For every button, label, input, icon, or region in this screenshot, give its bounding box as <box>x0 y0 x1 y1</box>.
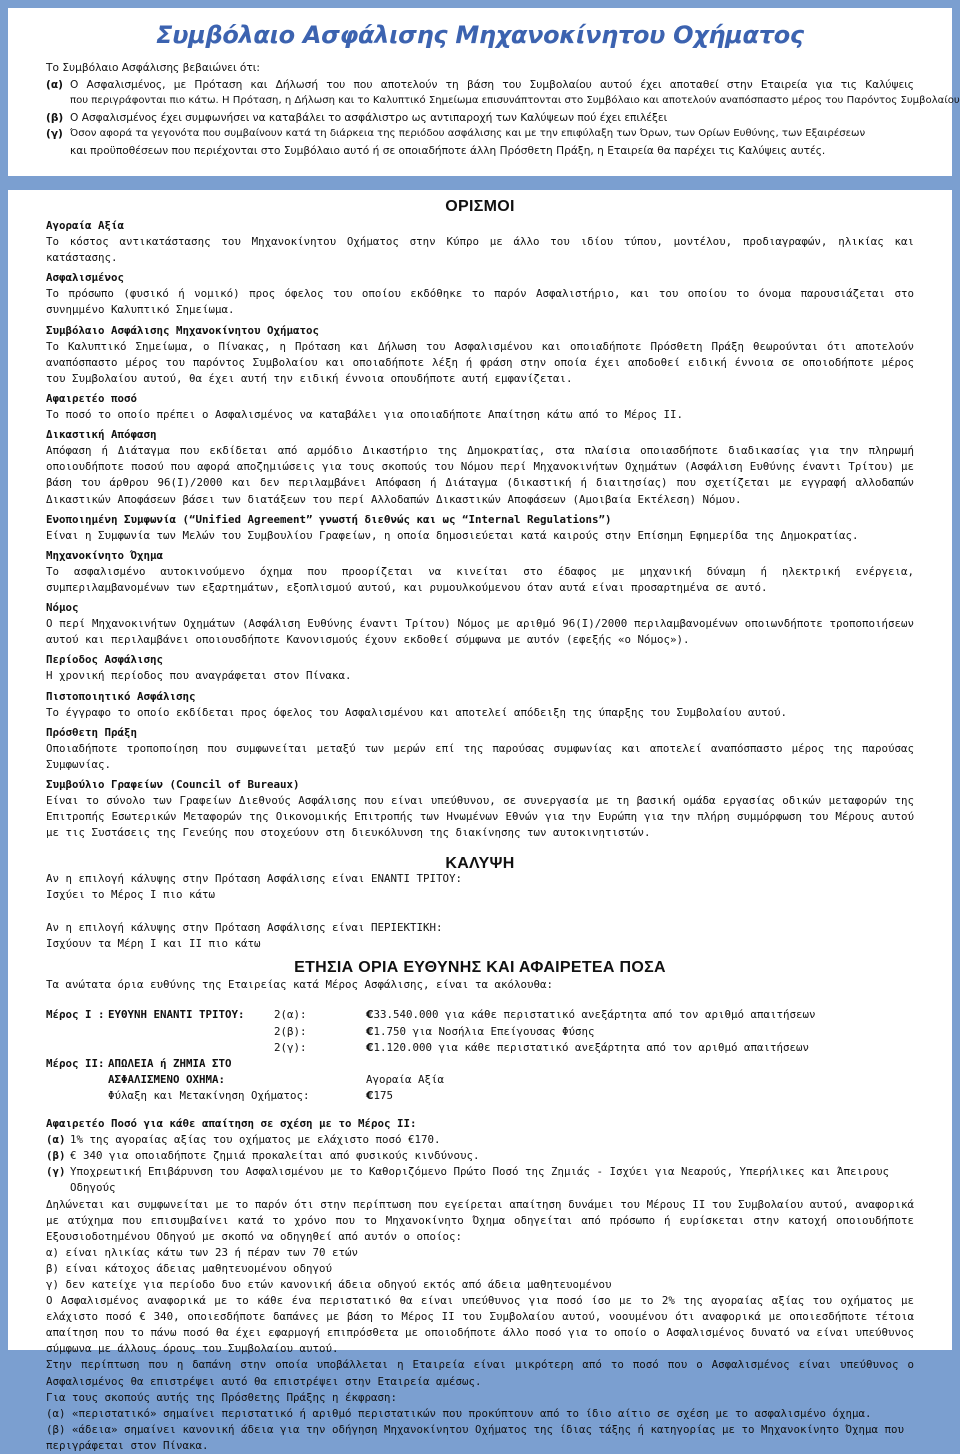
item-text: Όσον αφορά τα γεγονότα που συμβαίνουν κατά τη διάρκεια της περιόδου ασφάλισης και με την επιφύλαξη των Όρων, των Ορίων Ευθύνης, των Εξαιρέσεων <box>70 128 866 140</box>
definition-term: Νόμος <box>46 601 79 615</box>
intro-item-c-continuation: και προϋποθέσεων που περιέχονται στο Συμβόλαιο αυτό ή σε οποιαδήποτε άλλη Πρόσθετη Πράξη, η Εταιρεία θα παρέχει τις Καλύψεις αυτές. <box>70 144 826 157</box>
definition-term: Δικαστική Απόφαση <box>46 428 157 442</box>
limit-row <box>46 1056 914 1072</box>
coverage-a-line1: Αν η επιλογή κάλυψης στην Πρόταση Ασφάλισης είναι ΕΝΑΝΤΙ ΤΡΙΤΟΥ: <box>46 872 463 886</box>
definition-term: Αφαιρετέο ποσό <box>46 391 138 405</box>
item-label: (β) <box>46 1149 66 1163</box>
spacer <box>46 904 462 920</box>
main-panel <box>8 190 952 1452</box>
definition <box>46 427 914 507</box>
limit-amount: 1.120.000 για κάθε περιστατικό ανεξάρτητα από τον αριθμό απαιτήσεων <box>373 1040 810 1054</box>
definition <box>46 512 914 544</box>
definition-term: Συμβόλαιο Ασφάλισης Μηχανοκίνητου Οχήματος <box>46 323 320 337</box>
condition: γ) δεν κατείχε για περίοδο δυο ετών κανονική άδεια οδηγού εκτός από άδεια μαθητευομένου <box>46 1277 612 1291</box>
limit-row <box>46 1072 914 1088</box>
intro-item-b <box>46 110 914 127</box>
definition-term: Συμβούλιο Γραφείων (Council of Bureaux) <box>46 778 300 791</box>
intro-item-c <box>46 126 914 143</box>
coverage-text <box>46 871 462 951</box>
item-label: (γ) <box>46 1165 66 1179</box>
intro-item-a <box>46 77 914 94</box>
definition <box>46 725 914 773</box>
limits-heading: ΕΤΗΣΙΑ ΟΡΙΑ ΕΥΘΥΝΗΣ ΚΑΙ ΑΦΑΙΡΕΤΕΑ ΠΟΣΑ <box>294 959 666 977</box>
part-label: Μέρος ΙΙ: <box>46 1056 105 1070</box>
definition <box>46 391 914 423</box>
deductible-paragraph: (α) «περιστατικό» σημαίνει περιστατικό ή αριθμό περιστατικών που προκύπτουν από το ίδιο αίτιο σε σχέση με το ασφαλισμένο όχημα. <box>46 1406 872 1420</box>
limit-ref: 2(γ): <box>274 1040 307 1054</box>
limit-description: Φύλαξη και Μετακίνηση Οχήματος: <box>108 1088 310 1102</box>
deductible-section <box>46 1116 914 1454</box>
coverage-b-line1: Αν η επιλογή κάλυψης στην Πρόταση Ασφάλισης είναι ΠΕΡΙΕΚΤΙΚΗ: <box>46 920 443 934</box>
part-label: Μέρος Ι : <box>46 1008 105 1022</box>
definition-text: Οποιαδήποτε τροποποίηση που συμφωνείται μεταξύ των μερών επί της παρούσας συμφωνίας και αποτελεί αναπόσπαστο μέρος της παρούσας Συμφωνίας. <box>46 741 914 771</box>
limit-row <box>46 1007 914 1023</box>
definition-text: Η χρονική περίοδος που αναγράφεται στον Πίνακα. <box>46 669 352 683</box>
definition <box>46 652 914 684</box>
deductible-paragraph: Στην περίπτωση που η δαπάνη στην οποία υποβάλλεται η Εταιρεία είναι μικρότερη από το ποσό που ο Ασφαλισμένος είναι υπεύθυνος ο Ασφαλισμένος θα επιστρέψει αυτό θα επιστρέψει στην Εταιρεία αμέσως. <box>46 1358 914 1388</box>
definition <box>46 270 914 318</box>
deductible-item <box>46 1148 914 1164</box>
definition <box>46 548 914 596</box>
item-text: Ο Ασφαλισμένος, με Πρόταση και Δήλωσή του που αποτελούν τη βάση του Συμβολαίου αυτού έχει αποταθεί στην Εταιρεία για τις Καλύψεις <box>70 78 914 91</box>
currency: € <box>366 1024 374 1038</box>
item-label: (α) <box>46 1133 66 1147</box>
deductible-item <box>46 1132 914 1148</box>
part-name: ΑΠΩΛΕΙΑ ή ΖΗΜΙΑ ΣΤΟ <box>108 1056 232 1070</box>
definition-term: Μηχανοκίνητο Όχημα <box>46 548 164 562</box>
definition-text: Είναι το σύνολο των Γραφείων Διεθνούς Ασφάλισης που είναι υπεύθυνου, σε συνεργασία με τη βασική ομάδα εργασίας οδικών μεταφορών της Επιτροπής Εσωτερικών Μεταφορών της Οικονομικής Επιτροπής των Ηνωμένων Εθνών για την Ευρώπη για την πλήρη συμμόρφωση του Μέρους αυτού με τις Συστάσεις της Γενεύης που στοχεύουν στη διευκόλυνση της διακίνησης των αυτοκινητιστών. <box>46 794 914 840</box>
coverage-a-line2: Ισχύει το Μέρος Ι πιο κάτω <box>46 888 216 902</box>
spacer <box>46 993 914 1007</box>
intro-item-a-continuation: που περιγράφονται πιο κάτω. Η Πρόταση, η Δήλωση και το Καλυπτικό Σημείωμα επισυνάπτονται στο Συμβόλαιο και αποτελούν αναπόσπαστο μέρος του Παρόντος Συμβολαίου <box>70 95 960 107</box>
deductible-item <box>46 1164 914 1196</box>
definition-term: Πιστοποιητικό Ασφάλισης <box>46 689 196 703</box>
definition-text: Το Καλυπτικό Σημείωμα, ο Πίνακας, η Πρόταση και Δήλωση του Ασφαλισμένου και οποιαδήποτε Πρόσθετη Πράξη θεωρούνται ότι αποτελούν αναπόσπαστο μέρος του παρόντος Συμβολαίου και οποιαδήποτε λέξη ή φράση στην οποία έχει αποδοθεί ειδική έννοια σε οποιοδήποτε μέρος του Συμβολαίου αυτού, θα έχει αυτή την ειδική έννοια οπουδήποτε αυτή εμφανίζεται. <box>46 339 914 385</box>
document-title: Συμβόλαιο Ασφάλισης Μηχανοκίνητου Οχήματος <box>156 21 804 49</box>
limit-row <box>46 1024 914 1040</box>
limit-ref: 2(α): <box>274 1008 307 1022</box>
condition: α) είναι ηλικίας κάτω των 23 ή πέραν των 70 ετών <box>46 1245 359 1259</box>
definition-term: Πρόσθετη Πράξη <box>46 725 138 739</box>
currency: € <box>366 1040 374 1054</box>
definition-text: Ο περί Μηχανοκινήτων Οχημάτων (Ασφάλιση Ευθύνης έναντι Τρίτου) Νόμος με αριθμό 96(Ι)/2000 περιλαμβανομένων οποιωνδήποτε τροποποιήσεων αυτού και περιλαμβάνει οποιουσδήποτε Κανονισμούς έχουν εκδοθεί σύμφωνα με αυτόν (εφεξής «ο Νόμος»). <box>46 617 914 647</box>
limit-row <box>46 1088 914 1104</box>
item-text: Υποχρεωτική Επιβάρυνση του Ασφαλισμένου με το Καθοριζόμενο Πρώτο Ποσό της Ζημιάς - Ισχύει για Νεαρούς, Υπερήλικες και Άπειρους Οδηγούς <box>70 1165 890 1195</box>
definition <box>46 777 914 841</box>
definition <box>46 689 914 721</box>
deductible-paragraph: Δηλώνεται και συμφωνείται με το παρόν ότι στην περίπτωση που εγείρεται απαίτηση δυνάμει του Μέρους ΙΙ του Συμβολαίου αυτού, αναφορικά με ατύχημα που επισυμβαίνει κατά το χρόνο που το Μηχανοκίνητο Όχημα οδηγείται από πρόσωπο ή ευρίσκεται στην κατοχή οποιουδήποτε Εξουσιοδοτημένου Οδηγού με σκοπό να οδηγηθεί από αυτόν ο οποίος: <box>46 1197 914 1243</box>
definition-text: Το κόστος αντικατάστασης του Μηχανοκίνητου Οχήματος στην Κύπρο με άλλο του ιδίου τύπου, μοντέλου, προδιαγραφών, ηλικίας και κατάστασης. <box>46 235 914 265</box>
definition-text: Το ποσό το οποίο πρέπει ο Ασφαλισμένος να καταβάλει για οποιαδήποτε Απαίτηση κάτω από το Μέρος ΙΙ. <box>46 408 684 422</box>
deductible-list <box>46 1132 914 1196</box>
definition <box>46 218 914 266</box>
definition-term: Αγοραία Αξία <box>46 219 125 232</box>
condition: β) είναι κάτοχος άδειας μαθητευομένου οδηγού <box>46 1261 333 1275</box>
limit-amount: 175 <box>373 1088 394 1102</box>
definitions-heading: ΟΡΙΣΜΟΙ <box>445 198 515 215</box>
item-label: (β) <box>46 111 64 124</box>
item-text: € 340 για οποιαδήποτε ζημιά προκαλείται από φυσικούς κινδύνους. <box>70 1149 480 1163</box>
coverage-section <box>46 855 914 951</box>
deductible-paragraph: Για τους σκοπούς αυτής της Πρόσθετης Πράξης η έκφραση: <box>46 1390 398 1404</box>
currency: € <box>366 1088 374 1102</box>
part-name: ΑΣΦΑΛΙΣΜΕΝΟ ΟΧΗΜΑ: <box>108 1072 226 1086</box>
definition-term: Ενοποιημένη Συμφωνία (“Unified Agreement” γνωστή διεθνώς και ως “Internal Regulations”) <box>46 512 612 526</box>
part-name: ΕΥΘΥΝΗ ΕΝΑΝΤΙ ΤΡΙΤΟΥ: <box>108 1008 245 1022</box>
definition-text: Το πρόσωπο (φυσικό ή νομικό) προς όφελος του οποίου εκδόθηκε το παρόν Ασφαλιστήριο, και του οποίου το όνομα παρουσιάζεται στο συνημμένο Καλυπτικό Σημείωμα. <box>46 287 914 317</box>
currency: € <box>366 1008 374 1022</box>
item-label: (α) <box>46 78 63 91</box>
definition-text: Το ασφαλισμένο αυτοκινούμενο όχημα που προορίζεται να κινείται στο έδαφος με μηχανική δύναμη ή ηλεκτρική ενέργεια, συμπεριλαμβανομένων των εξαρτημάτων, εξοπλισμού αυτού, και ρυμουλκούμενου όταν αυτά είναι προσαρτημένα σε αυτό. <box>46 564 914 594</box>
limit-value: Αγοραία Αξία <box>366 1072 445 1086</box>
limit-ref: 2(β): <box>274 1024 307 1038</box>
item-label: (γ) <box>46 128 63 141</box>
limits-intro: Τα ανώτατα όρια ευθύνης της Εταιρείας κατά Μέρος Ασφάλισης, είναι τα ακόλουθα: <box>46 978 554 992</box>
item-text: 1% της αγοραίας αξίας του οχήματος με ελάχιστο ποσό €170. <box>70 1133 441 1147</box>
coverage-b-line2: Ισχύουν τα Μέρη Ι και ΙΙ πιο κάτω <box>46 936 261 950</box>
limits-section <box>46 977 914 1104</box>
deductible-paragraph: Ο Ασφαλισμένος αναφορικά με το κάθε ένα περιστατικό θα είναι υπεύθυνος για ποσό ίσο με το 2% της αγοραίας αξίας του οχήματος με ελάχιστο ποσό € 340, οποιεσδήποτε δαπάνες με βάση το Μέρος ΙΙ του Συμβολαίου αυτού, νοουμένου ότι αναφορικά με οποιεσδήποτε τέτοια απαίτηση που το πάνω ποσό θα έχει εφαρμογή επιπρόσθετα με οποιοδήποτε άλλο ποσό για το οποίο ο Ασφαλισμένος δυνατό να είναι υπεύθυνος σύμφωνα με άλλους όρους του Συμβολαίου αυτού. <box>46 1294 914 1356</box>
intro-panel <box>8 8 960 176</box>
limit-row <box>46 1040 914 1056</box>
definition-text: Είναι η Συμφωνία των Μελών του Συμβουλίου Γραφείων, η οποία δημοσιεύεται κατά καιρούς στην Επίσημη Εφημερίδα της Δημοκρατίας. <box>46 528 859 542</box>
definition-term: Ασφαλισμένος <box>46 271 125 285</box>
definitions-list <box>46 218 914 841</box>
intro-lead: Το Συμβόλαιο Ασφάλισης βεβαιώνει ότι: <box>46 62 260 74</box>
definition-text: Το έγγραφο το οποίο εκδίδεται προς όφελος του Ασφαλισμένου και αποτελεί απόδειξη της ύπαρξης του Συμβολαίου αυτού. <box>46 705 788 719</box>
definition-text: Απόφαση ή Διάταγμα που εκδίδεται από αρμόδιο Δικαστήριο της Δημοκρατίας, στα πλαίσια οποιασδήποτε διαδικασίας για την πληρωμή οποιουδήποτε ποσού που αφορά αποζημιώσεις για τους σκοπούς του Νόμου περί Μηχανοκινήτων Οχημάτων (Ασφάλιση Ευθύνης έναντι Τρίτου) με βάση του άρθρου 96(Ι)/2000 και δεν περιλαμβάνει Απόφαση ή Διάταγμα (δικαστική ή διαιτησίας) που σχετίζεται με εγγραφή αλλοδαπών Δικαστικών Αποφάσεων βάσει των διατάξεων του περί Αλλοδαπών Δικαστικών Αποφάσεων (Αμοιβαία Εκτέλεση) Νόμου. <box>46 444 914 506</box>
item-text: Ο Ασφαλισμένος έχει συμφωνήσει να καταβάλει το ασφάλιστρο ως αντιπαροχή των Καλύψεων πού έχει επιλέξει <box>70 111 668 124</box>
definition <box>46 323 914 387</box>
limit-amount: 1.750 για Νοσήλια Επείγουσας Φύσης <box>373 1024 595 1038</box>
deductible-paragraph: (β) «άδεια» σημαίνει κανονική άδεια για την οδήγηση Μηχανοκίνητου Οχήματος της ίδιας τάξης ή κατηγορίας με το Μηχανοκίνητο Όχημα που περιγράφεται στον Πίνακα. <box>46 1422 905 1452</box>
definition <box>46 600 914 648</box>
coverage-heading: ΚΑΛΥΨΗ <box>445 855 515 873</box>
deductible-heading: Αφαιρετέο Ποσό για κάθε απαίτηση σε σχέση με το Μέρος ΙΙ: <box>46 1117 417 1131</box>
limit-amount: 33.540.000 για κάθε περιστατικό ανεξάρτητα από τον αριθμό απαιτήσεων <box>373 1008 816 1022</box>
definition-term: Περίοδος Ασφάλισης <box>46 653 164 667</box>
